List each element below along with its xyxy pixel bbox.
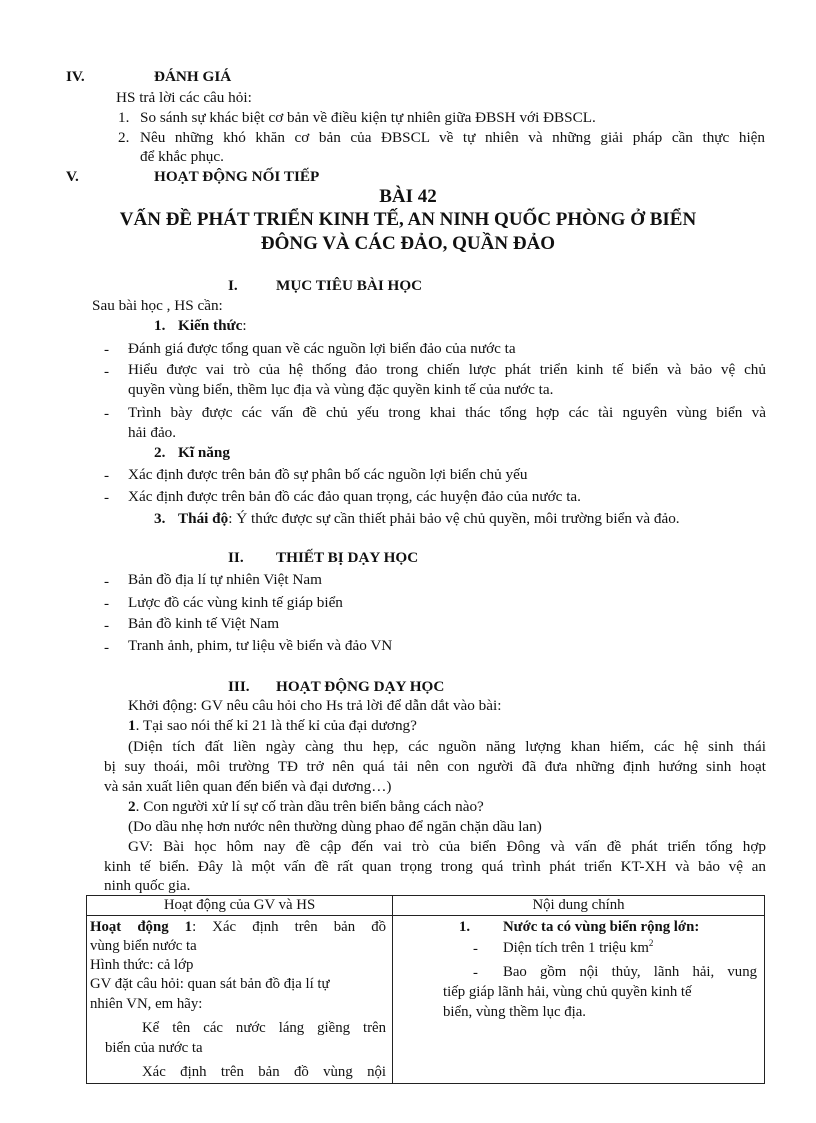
bullet-dash: - [104, 617, 110, 634]
content-heading: Nước ta có vùng biển rộng lớn: [503, 919, 700, 935]
section-i-intro: Sau bài học , HS cần: [92, 297, 223, 314]
knowledge-item-2-line1: Hiểu được vai trò của hệ thống đảo trong chiến lược phát triển kinh tế biển và bảo vệ chủ [128, 361, 766, 378]
section-i-title: MỤC TIÊU BÀI HỌC [276, 277, 423, 294]
question-1-number: 1. [118, 109, 130, 126]
bullet-dash: - [104, 341, 110, 358]
table-row [87, 916, 765, 1084]
bullet-dash: - [104, 363, 110, 380]
section-v-number: V. [66, 168, 79, 185]
section-v-title: HOẠT ĐỘNG NỐI TIẾP [154, 168, 320, 185]
answer-2: (Do dầu nhẹ hơn nước nên thường dùng phao để ngăn chặn dầu lan) [128, 818, 542, 835]
knowledge-item-1: Đánh giá được tổng quan về các nguồn lợi biển đảo của nước ta [128, 340, 516, 357]
teacher-intro-line1: GV: Bài học hôm nay đề cập đến vai trò của biển Đông và vấn đề phát triển tổng hợp [128, 838, 766, 855]
answer-1-line3: và sản xuất liên quan đến biển và đại dương…) [104, 778, 392, 795]
section-ii-title: THIẾT BỊ DẠY HỌC [276, 549, 419, 566]
content-item-2-line2: tiếp giáp lãnh hải, vùng chủ quyền kinh tế [443, 984, 692, 1000]
knowledge-item-2-line2: quyền vùng biển, thềm lục địa và vùng đặc quyền kinh tế của nước ta. [128, 381, 554, 398]
col-header-activities: Hoạt động của GV và HS [87, 896, 393, 916]
question-2-text-line2: để khắc phục. [140, 148, 224, 165]
activity-1-line2: vùng biển nước ta [90, 938, 197, 954]
bullet-dash: - [104, 573, 110, 590]
activity-1-line1: Hoạt động 1: Xác định trên bản đồ [90, 919, 386, 935]
task-1-line2: biển của nước ta [105, 1040, 203, 1056]
section-iv-intro: HS trả lời các câu hỏi: [116, 89, 252, 106]
activity-cell [87, 916, 393, 1084]
skills-item-1: Xác định được trên bản đồ sự phân bố các nguồn lợi biển chủ yếu [128, 466, 528, 483]
answer-1-line2: bị suy thoái, môi trường TĐ trở nên quá tải nên con người đã đưa những định hướng sinh hoạt [104, 758, 766, 775]
question-2-text-line1: Nêu những khó khăn cơ bản của ĐBSCL về tự nhiên và những giải pháp cần thực hiện [140, 129, 765, 146]
equipment-item-3: Bản đồ kinh tế Việt Nam [128, 615, 280, 632]
section-iii-number: III. [228, 678, 250, 695]
bullet-dash: - [104, 405, 110, 422]
warmup-intro: Khởi động: GV nêu câu hỏi cho Hs trả lời để dẫn dắt vào bài: [128, 697, 502, 714]
content-item-1: Diện tích trên 1 triệu $km^2$ [503, 938, 654, 956]
bullet-dash: - [104, 595, 110, 612]
knowledge-label: Kiến thức: [178, 317, 247, 334]
content-item-2-line1: Bao gồm nội thủy, lãnh hải, vung [503, 964, 757, 980]
activity-table [86, 895, 765, 1084]
lesson-number: BÀI 42 [379, 186, 437, 207]
question-1-text: So sánh sự khác biệt cơ bản về điều kiện tự nhiên giữa ĐBSH với ĐBSCL. [140, 109, 596, 126]
equipment-item-4: Tranh ảnh, phim, tư liệu về biển và đảo VN [128, 637, 393, 654]
content-cell [393, 916, 765, 1084]
bullet-dash: - [473, 965, 478, 981]
skills-number: 2. [154, 444, 166, 461]
teacher-intro-line3: ninh quốc gia. [104, 877, 191, 894]
section-iv-title: ĐÁNH GIÁ [154, 68, 232, 85]
knowledge-item-3-line1: Trình bày được các vấn đề chủ yếu trong khai thác tổng hợp các tài nguyên vùng biển và [128, 404, 766, 421]
lesson-title-line2: ĐÔNG VÀ CÁC ĐẢO, QUẦN ĐẢO [260, 233, 556, 254]
content-item-2-line3: biển, vùng thềm lục địa. [443, 1004, 587, 1020]
equipment-item-2: Lược đồ các vùng kinh tế giáp biển [128, 594, 343, 611]
activity-form: Hình thức: cả lớp [90, 957, 194, 973]
bullet-dash: - [104, 467, 110, 484]
attitude-number: 3. [154, 510, 166, 527]
teacher-question-line2: nhiên VN, em hãy: [90, 996, 203, 1012]
knowledge-item-3-line2: hải đảo. [128, 424, 177, 441]
bullet-dash: - [104, 489, 110, 506]
attitude-label: Thái độ [178, 510, 229, 527]
section-i-number: I. [228, 277, 238, 294]
warmup-question-2: 2. Con người xử lí sự cố tràn dầu trên biển bằng cách nào? [128, 798, 484, 815]
section-ii-number: II. [228, 549, 244, 566]
table-header-row [87, 896, 765, 916]
teacher-question-line1: GV đặt câu hỏi: quan sát bản đồ địa lí tự [90, 976, 330, 992]
section-iii-title: HOẠT ĐỘNG DẠY HỌC [276, 678, 445, 695]
skills-label: Kĩ năng [178, 444, 230, 461]
answer-1-line1: (Diện tích đất liền ngày càng thu hẹp, các nguồn năng lượng khan hiếm, các hệ sinh thái [128, 738, 766, 755]
bullet-dash: - [104, 639, 110, 656]
task-1-line1: Kể tên các nước láng giềng trên [142, 1020, 386, 1036]
equipment-item-1: Bản đồ địa lí tự nhiên Việt Nam [128, 571, 322, 588]
question-2-number: 2. [118, 129, 130, 146]
content-heading-number: 1. [459, 919, 471, 935]
bullet-dash: - [473, 941, 478, 957]
lesson-title-line1: VẤN ĐỀ PHÁT TRIỂN KINH TẾ, AN NINH QUỐC PHÒNG Ở BIỂN [119, 209, 697, 230]
task-2-line1: Xác định trên bản đồ vùng nội [142, 1064, 386, 1080]
attitude-text: : Ý thức được sự cần thiết phải bảo vệ chủ quyền, môi trường biển và đảo. [228, 510, 680, 527]
warmup-question-1: 1. Tại sao nói thế kỉ 21 là thế kỉ của đại dương? [128, 717, 417, 734]
attitude-line [178, 509, 680, 529]
col-header-content: Nội dung chính [393, 896, 765, 916]
section-iv-number: IV. [66, 68, 85, 85]
teacher-intro-line2: kinh tế biển. Đây là một vấn đề rất quan trọng trong quá trình phát triển KT-XH và bảo vệ an [104, 858, 766, 875]
knowledge-number: 1. [154, 317, 166, 334]
skills-item-2: Xác định được trên bản đồ các đảo quan trọng, các huyện đảo của nước ta. [128, 488, 581, 505]
